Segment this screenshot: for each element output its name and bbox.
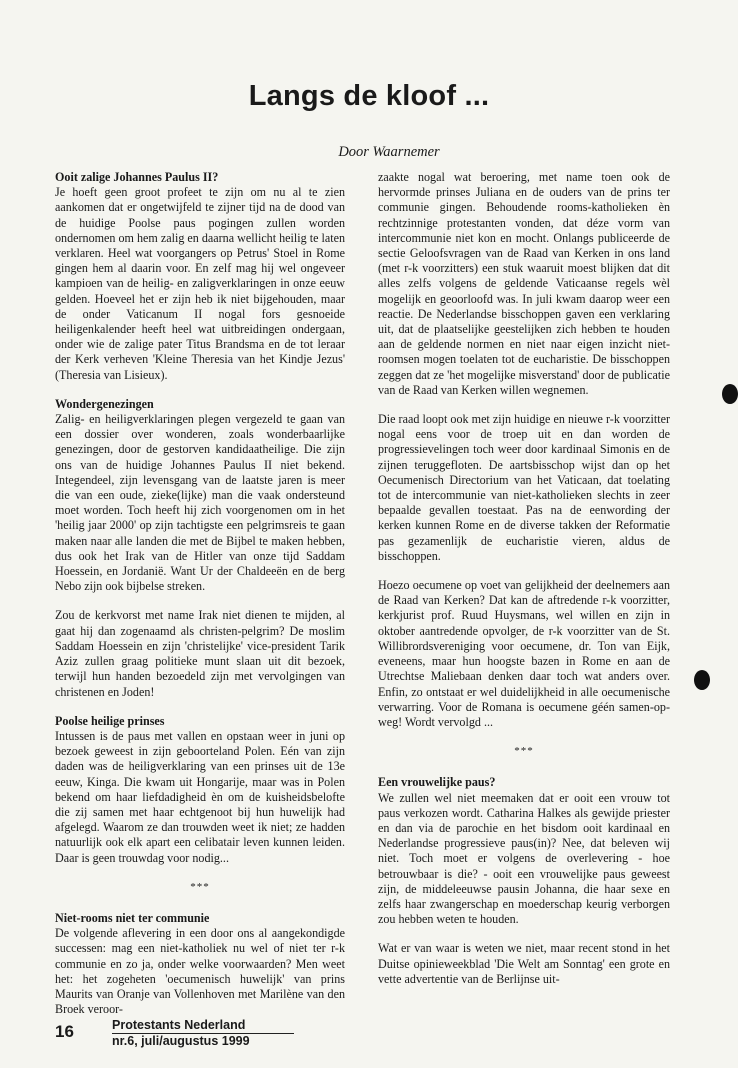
right-column — [378, 170, 670, 1001]
issue-info: nr.6, juli/augustus 1999 — [112, 1034, 250, 1048]
binder-hole-lower — [694, 670, 710, 690]
body-paragraph: Hoezo oecumene op voet van gelijkheid der deelnemers aan de Raad van Kerken? Dat kan de aftredende r-k voorzitter, kerkjurist prof. Ruud Huysmans, wel willen en zijn in oktober aantredende opvolger, de r-k voorzitter van de St. Willibrordsvereniging voor oecumene, dr. Ton van Eijk, eveneens, maar hun hoogste bazen in Rome en aan de Utrechtse Maliebaan denken daar toch wat anders over. Enfin, zo ontstaat er wel duidelijkheid in alle oecumenische verwarring. Voor de Romana is oecumene géén samen-op-weg! Wordt vervolgd ... — [378, 578, 670, 729]
body-paragraph: Je hoeft geen groot profeet te zijn om nu al te zien aankomen dat er ongetwijfeld te zijner tijd na de dood van de huidige Poolse paus pogingen zullen worden ondernomen om hem zalig en daarna wellicht heilig te laten verklaren. Heel wat voorgangers op Petrus' Stoel in Rome gingen hem al daarin voor. En zelf mag hij wel ongeveer kampioen van de heilig- en zaligverklaringen in onze eeuw gelden. Hoeveel het er zijn heb ik niet bijgehouden, maar de onder Vaticanum II nogal fors gesnoeide heiligenkalender heeft heel wat uitbreidingen ondergaan, onder wie de zalige pater Titus Brandsma en de tot leraar der Kerk verheven 'Kleine Theresia van het Kindje Jezus' (Theresia van Lisieux). — [55, 185, 345, 382]
section-heading: Ooit zalige Johannes Paulus II? — [55, 170, 219, 184]
section-heading: Niet-rooms niet ter communie — [55, 910, 210, 925]
body-paragraph: Zou de kerkvorst met name Irak niet dienen te mijden, al gaat hij dan zogenaamd als christen-pelgrim? De moslim Saddam Hoessein en zijn 'christelijke' vice-president Tarik Aziz zullen graag politieke munt slaan uit dit bezoek, terwijl hun handen bezoedeld zijn met vervolgingen van christenen en Joden! — [55, 608, 345, 699]
binder-hole-upper — [722, 384, 738, 404]
body-paragraph: zaakte nogal wat beroering, met name toen ook de hervormde prinses Juliana en de ouders van de prins ter communie gingen. Behoudende rooms-katholieken èn rechtzinnige protestanten vonden, dat déze vorm van intercommunie niet kon en mocht. Onlangs publiceerde de sectie Geloofsvragen van de Raad van Kerken in ons land (met r-k voorzitters) een stuk waaruit moest blijken dat dit alles zelfs volgens de geldende Vaticaanse regels wèl mogelijk en geoorloofd was. In juli kwam daarop weer een reactie. De Nederlandse bisschoppen gaven een verklaring uit, dat de plaatselijke geestelijken zich hebben te houden aan de geldende normen en niet naar eigen inzicht niet-roomsen mogen toelaten tot de eucharistie. De bisschoppen zeggen dat ze 'het mogelijke misverstand' door de publicatie van de Raad van Kerken willen wegnemen. — [378, 170, 670, 397]
body-paragraph: Intussen is de paus met vallen en opstaan weer in juni op bezoek geweest in zijn geboorteland Polen. Eén van zijn daden was de heiligverklaring van een prinses uit de 13e eeuw, Kinga. Die kwam uit Hongarije, maar was in Polen bekend om haar liefdadigheid èn om de kuisheidsbelofte die zij samen met haar echtgenoot bij hun huwelijk had afgelegd. Waarom ze dan trouwden weet ik niet; ze hadden natuurlijk ook elk apart een celibatair leven kunnen leiden. Daar is geen trouwdag voor nodig... — [55, 728, 345, 865]
body-paragraph: Die raad loopt ook met zijn huidige en nieuwe r-k voorzitter nogal eens voor de troep uit en dan worden de progressievelingen toch weer door kardinaal Simonis en de zijnen teruggefloten. De aartsbisschop wijst dan op het Oecumenisch Directorium van het Vaticaan, dat toelating tot de intercommunie van niet-katholieken slechts in zeer bepaalde gevallen toestaat. Pas na de eenwording der kerken kunnen Rome en de diverse takken der Reformatie pas gezamenlijk de eucharistie vieren, aldus de bisschoppen. — [378, 412, 670, 563]
section-separator: *** — [514, 745, 534, 758]
section-separator: *** — [190, 880, 210, 893]
body-paragraph: Zalig- en heiligverklaringen plegen vergezeld te gaan van een dossier over wonderen, zoals wonderbaarlijke genezingen, door de gestorven kandidaatheilige. Die zijn ons van de huidige Johannes Paulus II niet bekend. Integendeel, zijn levensgang van de laatste jaren is meer die van een oude, zieke(lijke) man die vaak ondersteund moet worden. Toch heeft hij zich voorgenomen om in het 'heilig jaar 2000' op zijn tachtigste een pelgrimsreis te gaan maken naar alle landen die met de Bijbel te maken hebben, dus ook het Irak van de Hitler van onze tijd Saddam Hoessein, en Jordanië. Want Ur der Chaldeeën en de berg Nebo zijn ook bijbelse streken. — [55, 412, 345, 594]
publication-name: Protestants Nederland — [112, 1018, 294, 1034]
body-paragraph: We zullen wel niet meemaken dat er ooit een vrouw tot paus verkozen wordt. Catharina Halkes als gewijde priester en dan via de parochie en het bisdom ooit kardinaal en Nederlandse progressieve paus(in)? Nee, dat beleven wij niet. Toch moet er volgens de overlevering - hoe betrouwbaar is die? - ooit een vrouwelijke paus geweest zijn, de middeleeuwse pausin Johanna, die haar sexe en zelfs haar zwangerschap en moederschap keurig verborgen zou hebben weten te houden. — [378, 790, 670, 927]
article-byline: Door Waarnemer — [338, 144, 440, 160]
left-column — [55, 170, 345, 1031]
publication-info — [112, 1018, 294, 1048]
section-heading: Een vrouwelijke paus? — [378, 775, 496, 790]
body-paragraph: Wat er van waar is weten we niet, maar recent stond in het Duitse opinieweekblad 'Die Welt am Sonntag' een grote en vette advertentie van de Berlijnse uit- — [378, 941, 670, 986]
section-heading: Poolse heilige prinses — [55, 713, 165, 728]
section-heading: Wondergenezingen — [55, 396, 154, 411]
body-paragraph: De volgende aflevering in een door ons al aangekondigde successen: mag een niet-katholiek nu wel of niet ter r-k communie en zo ja, onder welke voorwaarden? Men weet het: het zogeheten 'oecumenisch huwelijk' van prins Maurits van Oranje van Vollenhoven met Marilène van den Broek veroor- — [55, 926, 345, 1017]
page-number: 16 — [55, 1022, 74, 1041]
article-title: Langs de kloof ... — [248, 80, 490, 112]
